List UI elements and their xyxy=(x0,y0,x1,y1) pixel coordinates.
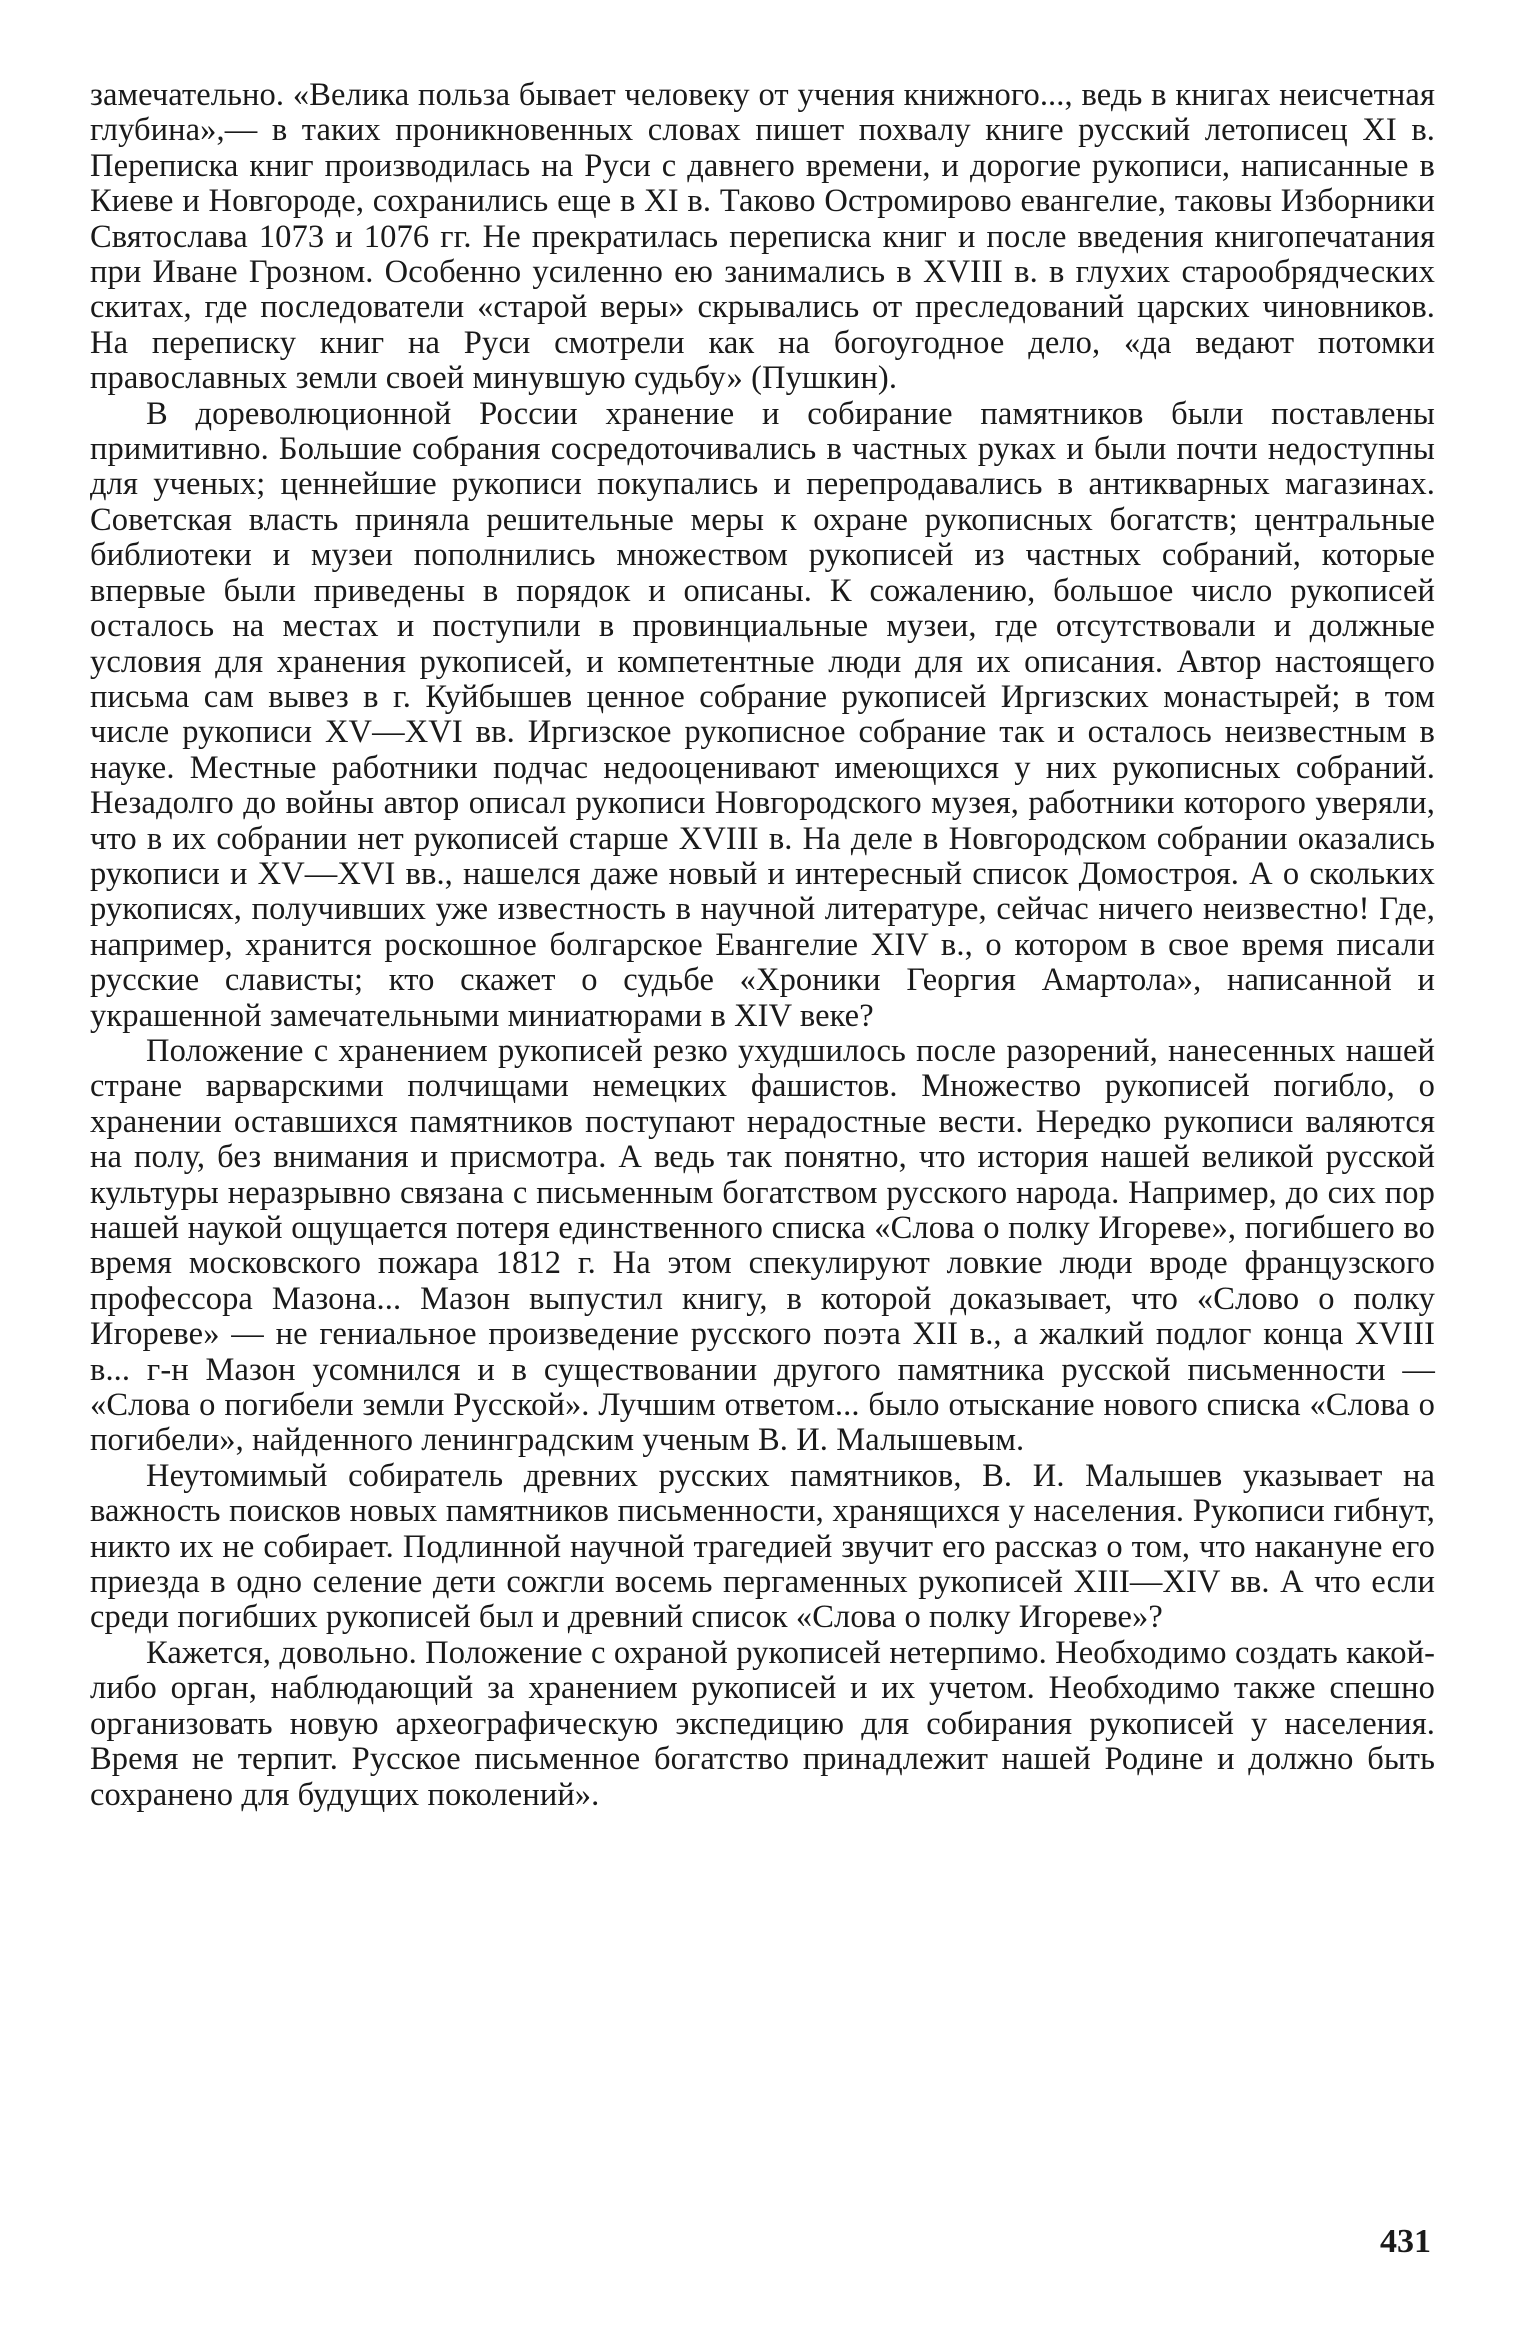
page-number: 431 xyxy=(1380,2223,1431,2260)
paragraph-3: Положение с хранением рукописей резко ухудшилось после разорений, нанесенных нашей стране варварскими полчищами немецких фашистов. Множество рукописей погибло, о хранении оставшихся памятников поступают нерадостные вести. Нередко рукописи валяются на полу, без внимания и присмотра. А ведь так понятно, что история нашей великой русской культуры неразрывно связана с письменным богатством русского народа. Например, до сих пор нашей наукой ощущается потеря единственного списка «Слова о полку Игореве», погибшего во время московского пожара 1812 г. На этом спекулируют ловкие люди вроде французского профессора Мазона... Мазон выпустил книгу, в которой доказывает, что «Слово о полку Игореве» — не гениальное произведение русского поэта XII в., а жалкий подлог конца XVIII в... г-н Мазон усомнился и в существовании другого памятника русской письменности — «Слова о погибели земли Русской». Лучшим ответом... было отыскание нового списка «Слова о погибели», найденного ленинградским ученым В. И. Малышевым. xyxy=(90,1032,1435,1459)
paragraph-4: Неутомимый собиратель древних русских памятников, В. И. Малышев указывает на важность поисков новых памятников письменности, хранящихся у населения. Рукописи гибнут, никто их не собирает. Подлинной научной трагедией звучит его рассказ о том, что накануне его приезда в одно селение дети сожгли восемь пергаменных рукописей XIII—XIV вв. А что если среди погибших рукописей был и древний список «Слова о полку Игореве»? xyxy=(90,1457,1435,1636)
paragraph-5: Кажется, довольно. Положение с охраной рукописей нетерпимо. Необходимо создать какой-либо орган, наблюдающий за хранением рукописей и их учетом. Необходимо также спешно организовать новую археографическую экспедицию для собирания рукописей у населения. Время не терпит. Русское письменное богатство принадлежит нашей Родине и должно быть сохранено для будущих поколений». xyxy=(90,1634,1435,1813)
document-page xyxy=(90,78,1435,1813)
paragraph-2: В дореволюционной России хранение и собирание памятников были поставлены примитивно. Большие собрания сосредоточивались в частных руках и были почти недоступны для ученых; ценнейшие рукописи покупались и перепродавались в антикварных магазинах. Советская власть приняла решительные меры к охране рукописных богатств; центральные библиотеки и музеи пополнились множеством рукописей из частных собраний, которые впервые были приведены в порядок и описаны. К сожалению, большое число рукописей осталось на местах и поступили в провинциальные музеи, где отсутствовали и должные условия для хранения рукописей, и компетентные люди для их описания. Автор настоящего письма сам вывез в г. Куйбышев ценное собрание рукописей Иргизских монастырей; в том числе рукописи XV—XVI вв. Иргизское рукописное собрание так и осталось неизвестным в науке. Местные работники подчас недооценивают имеющихся у них рукописных собраний. Незадолго до войны автор описал рукописи Новгородского музея, работники которого уверяли, что в их собрании нет рукописей старше XVIII в. На деле в Новгородском собрании оказались рукописи и XV—XVI вв., нашелся даже новый и интересный список Домостроя. А о скольких рукописях, получивших уже известность в научной литературе, сейчас ничего неизвестно! Где, например, хранится роскошное болгарское Евангелие XIV в., о котором в свое время писали русские слависты; кто скажет о судьбе «Хроники Георгия Амартола», написанной и украшенной замечательными миниатюрами в XIV веке? xyxy=(90,395,1435,1034)
paragraph-1: замечательно. «Велика польза бывает человеку от учения книжного..., ведь в книгах неисчетная глубина»,— в таких проникновенных словах пишет похвалу книге русский летописец XI в. Переписка книг производилась на Руси с давнего времени, и дорогие рукописи, написанные в Киеве и Новгороде, сохранились еще в XI в. Таково Остромирово евангелие, таковы Изборники Святослава 1073 и 1076 гг. Не прекратилась переписка книг и после введения книгопечатания при Иване Грозном. Особенно усиленно ею занимались в XVIII в. в глухих старообрядческих скитах, где последователи «старой веры» скрывались от преследований царских чиновников. На переписку книг на Руси смотрели как на богоугодное дело, «да ведают потомки православных земли своей минувшую судьбу» (Пушкин). xyxy=(90,77,1435,397)
